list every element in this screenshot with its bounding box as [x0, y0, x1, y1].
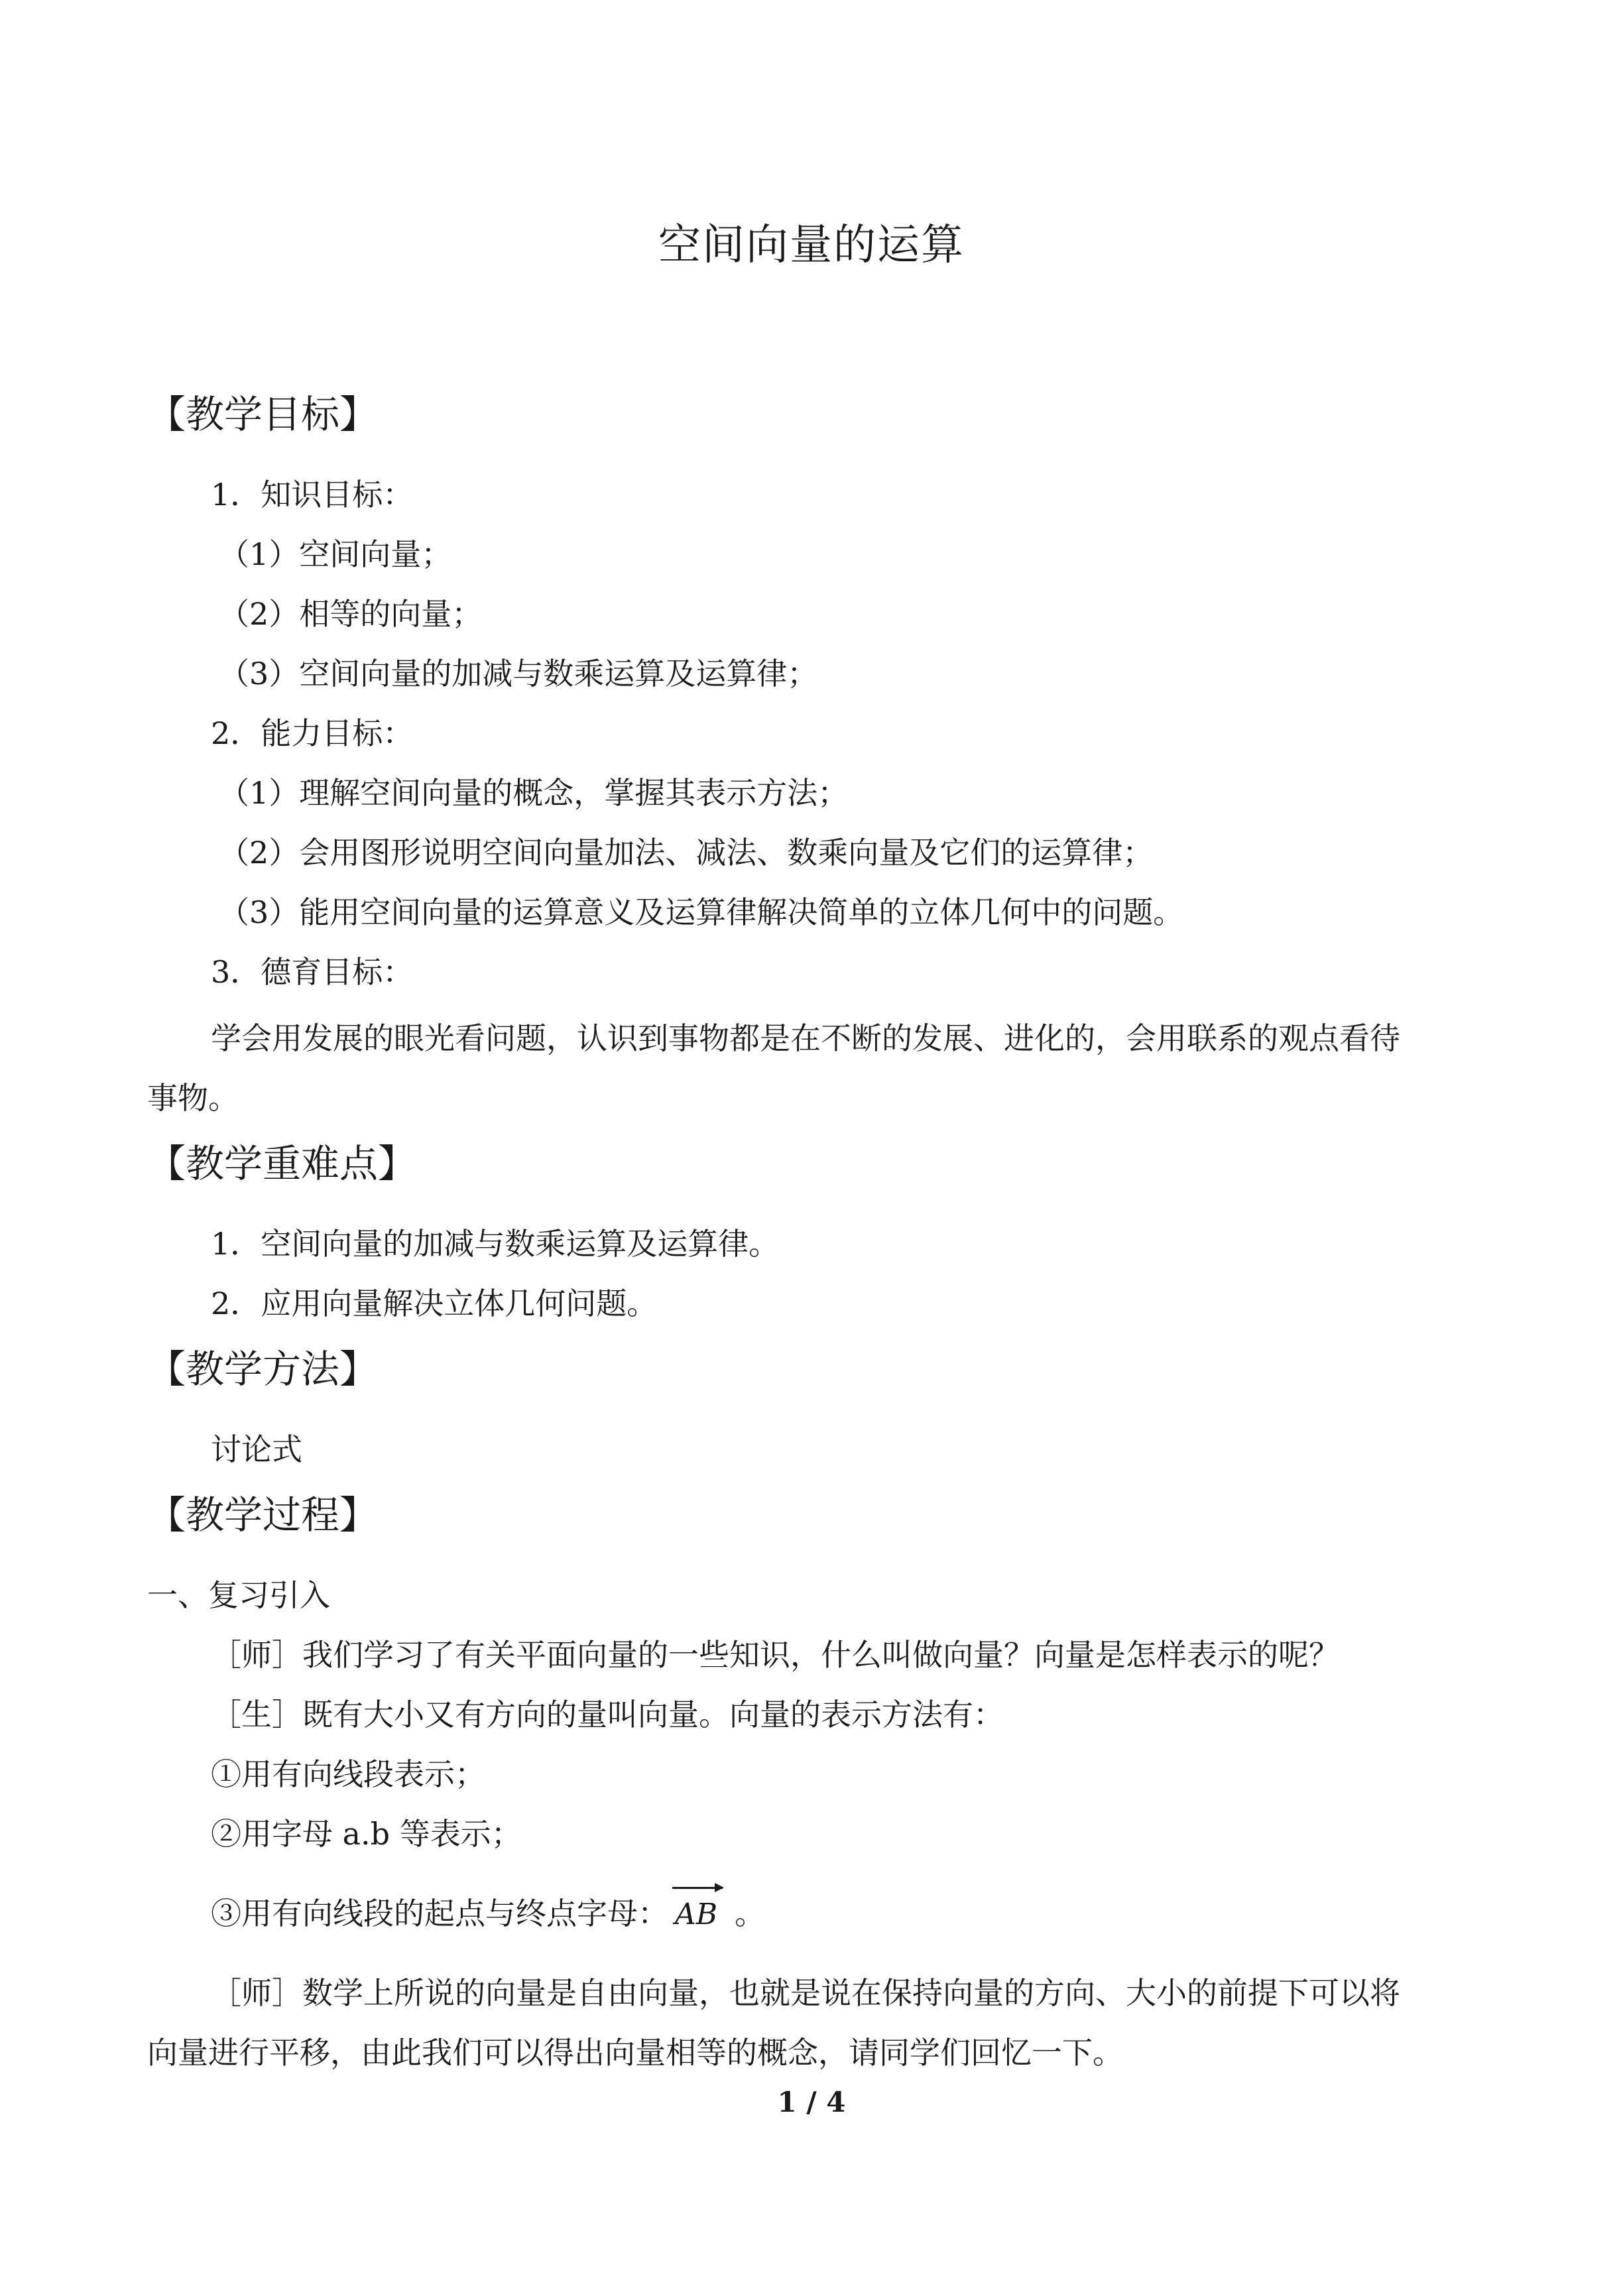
key-point-item: 1．空间向量的加减与数乘运算及运算律。 — [211, 1226, 780, 1262]
vector-ab — [675, 1895, 717, 1935]
heading-teaching-process: 【教学过程】 — [147, 1492, 379, 1538]
knowledge-goal-label: 1．知识目标： — [211, 477, 414, 513]
heading-teaching-method: 【教学方法】 — [147, 1347, 379, 1392]
knowledge-goal-item: （2）相等的向量； — [219, 596, 483, 632]
vector-arrow-icon — [672, 1887, 723, 1892]
ability-goal-item: （1）理解空间向量的概念，掌握其表示方法； — [219, 775, 849, 811]
representation-item-prefix: ③用有向线段的起点与终点字母： — [211, 1896, 668, 1931]
teacher-statement-line1: ［师］数学上所说的向量是自由向量，也就是说在保持向量的方向、大小的前提下可以将 — [211, 1975, 1400, 2011]
representation-item — [211, 1894, 765, 1935]
ability-goal-label: 2．能力目标： — [211, 715, 414, 751]
process-part-title: 一、复习引入 — [147, 1577, 330, 1613]
moral-goal-label: 3．德育目标： — [211, 954, 414, 990]
knowledge-goal-item: （3）空间向量的加减与数乘运算及运算律； — [219, 656, 818, 692]
moral-goal-text-line2: 事物。 — [147, 1080, 239, 1116]
document-title: 空间向量的运算 — [658, 221, 965, 270]
teacher-question: ［师］我们学习了有关平面向量的一些知识，什么叫做向量？向量是怎样表示的呢？ — [211, 1637, 1339, 1673]
teaching-method-text: 讨论式 — [211, 1431, 302, 1467]
representation-item: ②用字母 a.b 等表示； — [211, 1816, 522, 1852]
ability-goal-item: （2）会用图形说明空间向量加法、减法、数乘向量及它们的运算律； — [219, 835, 1154, 871]
teacher-statement-line2: 向量进行平移，由此我们可以得出向量相等的概念，请同学们回忆一下。 — [147, 2035, 1123, 2071]
representation-item: ①用有向线段表示； — [211, 1756, 485, 1792]
heading-key-points: 【教学重难点】 — [147, 1141, 417, 1186]
heading-teaching-goals: 【教学目标】 — [147, 392, 379, 437]
page-number: 1 / 4 — [777, 2086, 846, 2118]
key-point-item: 2．应用向量解决立体几何问题。 — [211, 1286, 658, 1321]
ability-goal-item: （3）能用空间向量的运算意义及运算律解决简单的立体几何中的问题。 — [219, 894, 1184, 930]
moral-goal-text-line1: 学会用发展的眼光看问题，认识到事物都是在不断的发展、进化的，会用联系的观点看待 — [211, 1020, 1400, 1056]
vector-label: AB — [675, 1898, 718, 1931]
knowledge-goal-item: （1）空间向量； — [219, 536, 452, 572]
student-answer: ［生］既有大小又有方向的量叫向量。向量的表示方法有： — [211, 1697, 1004, 1732]
representation-item-suffix: 。 — [735, 1896, 766, 1931]
